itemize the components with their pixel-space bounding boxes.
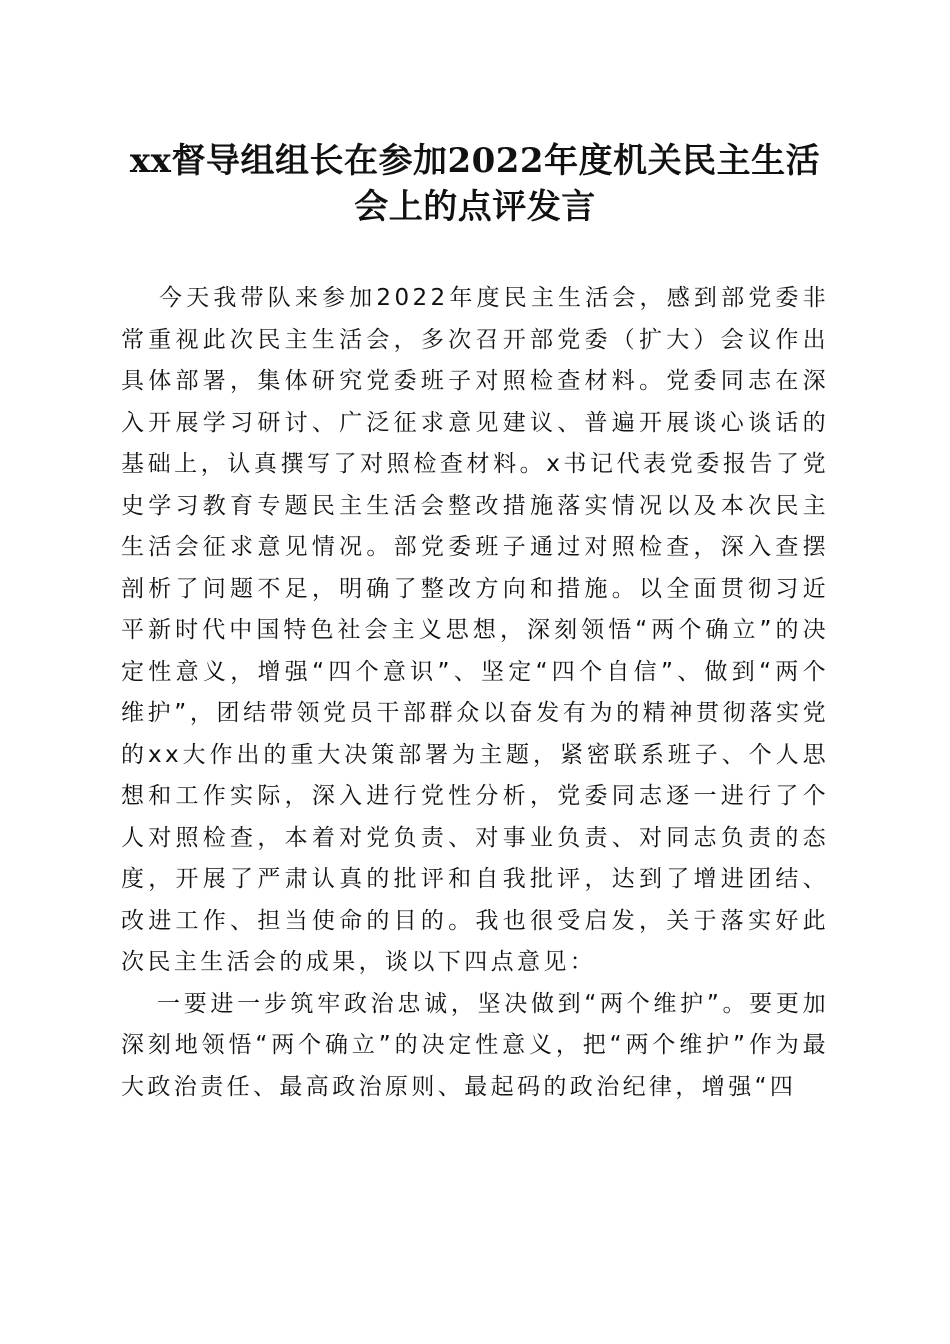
- paragraph-intro: 今天我带队来参加2022年度民主生活会，感到部党委非常重视此次民主生活会，多次召开部党委（扩大）会议作出具体部署，集体研究党委班子对照检查材料。党委同志在深入开展学习研讨、广泛征求意见建议、普遍开展谈心谈话的基础上，认真撰写了对照检查材料。x书记代表党委报告了党史学习教育专题民主生活会整改措施落实情况以及本次民主生活会征求意见情况。部党委班子通过对照检查，深入查摆剖析了问题不足，明确了整改方向和措施。以全面贯彻习近平新时代中国特色社会主义思想，深刻领悟“两个确立”的决定性意义，增强“四个意识”、坚定“四个自信”、做到“两个维护”，团结带领党员干部群众以奋发有为的精神贯彻落实党的xx大作出的重大决策部署为主题，紧密联系班子、个人思想和工作实际，深入进行党性分析，党委同志逐一进行了个人对照检查，本着对党负责、对事业负责、对同志负责的态度，开展了严肃认真的批评和自我批评，达到了增进团结、改进工作、担当使命的目的。我也很受启发，关于落实好此次民主生活会的成果，谈以下四点意见：: [121, 285, 829, 975]
- paragraph-point-one: 一要进一步筑牢政治忠诚，坚决做到“两个维护”。要更加深刻地领悟“两个确立”的决定性意义，把“两个维护”作为最大政治责任、最高政治原则、最起码的政治纪律，增强“四: [121, 990, 829, 1100]
- title-line-1: xx督导组组长在参加2022年度机关民主生活: [129, 141, 821, 181]
- document-title: [100, 138, 850, 230]
- document-body: [121, 278, 829, 1108]
- title-line-2: 会上的点评发言: [354, 187, 596, 227]
